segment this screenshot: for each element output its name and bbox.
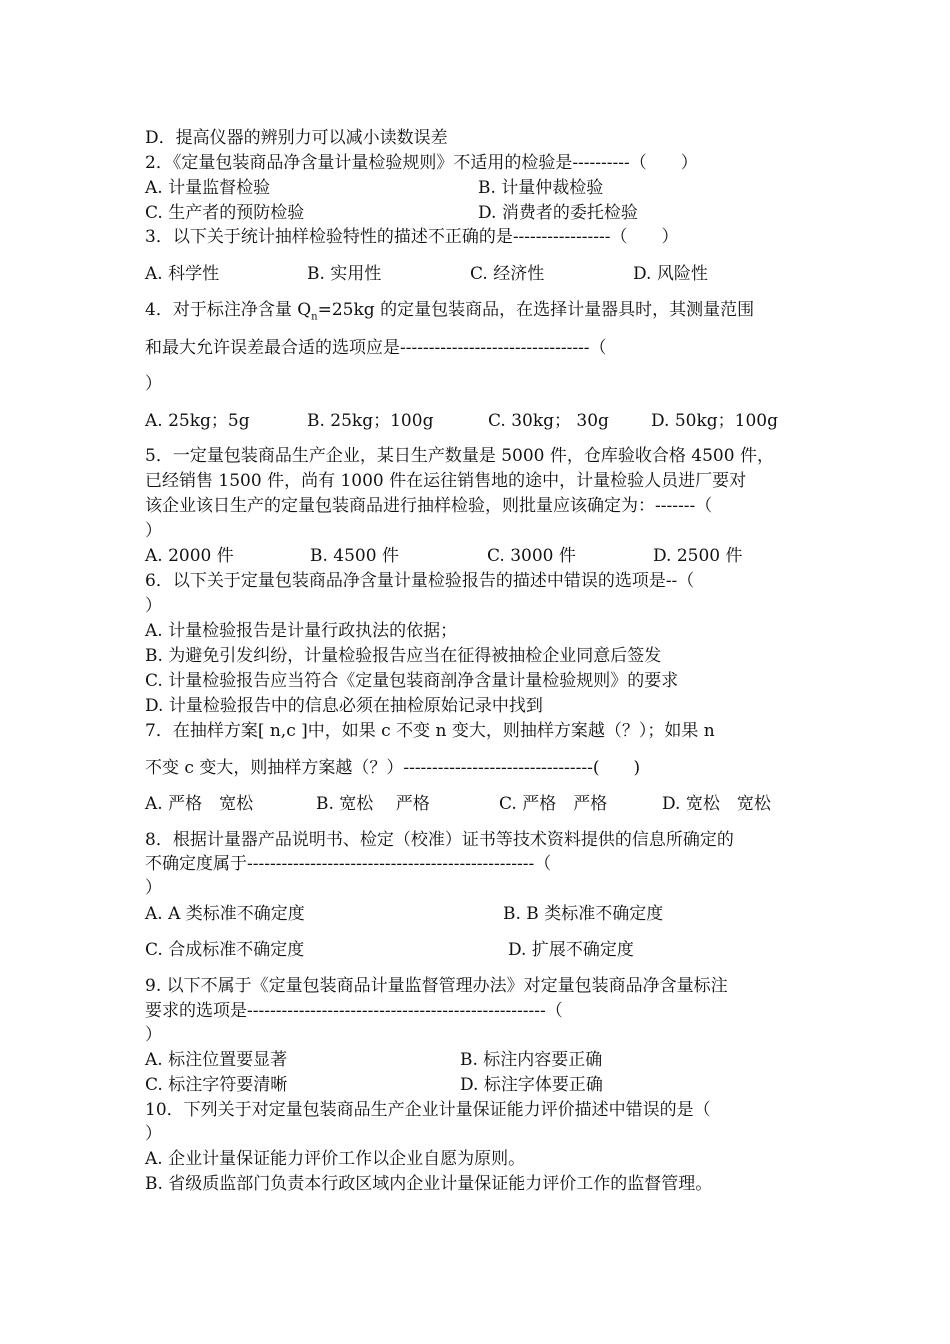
q10-stem-line2: ） bbox=[145, 1124, 162, 1144]
q8-stem-line2: 不确定度属于--------------------------------------------------（ bbox=[145, 854, 552, 874]
q6-stem-line2: ） bbox=[145, 596, 162, 616]
q6-option-c: C. 计量检验报告应当符合《定量包装商剖净含量计量检验规则》的要求 bbox=[145, 671, 679, 691]
q7-stem-line2: 不变 c 变大，则抽样方案越（？）---------------------------------( ) bbox=[145, 758, 641, 778]
q3-stem: 3．以下关于统计抽样检验特性的描述不正确的是-----------------（ ） bbox=[145, 227, 679, 247]
q5-option-d: D. 2500 件 bbox=[653, 546, 743, 566]
q9-option-b: B. 标注内容要正确 bbox=[460, 1050, 603, 1070]
q10-option-a: A. 企业计量保证能力评价工作以企业自愿为原则。 bbox=[145, 1149, 526, 1169]
q2-option-d: D. 消费者的委托检验 bbox=[478, 203, 638, 223]
q2-option-c: C. 生产者的预防检验 bbox=[145, 203, 305, 223]
q2-option-a: A. 计量监督检验 bbox=[145, 178, 271, 198]
q6-option-a: A. 计量检验报告是计量行政执法的依据； bbox=[145, 621, 458, 641]
q10-stem-line1: 10．下列关于对定量包装商品生产企业计量保证能力评价描述中错误的是（ bbox=[145, 1100, 711, 1120]
q8-stem-line3: ） bbox=[145, 878, 162, 898]
q2-option-b: B. 计量仲裁检验 bbox=[478, 178, 604, 198]
q8-option-d: D. 扩展不确定度 bbox=[508, 940, 634, 960]
q5-option-c: C. 3000 件 bbox=[487, 546, 576, 566]
q5-stem-line1: 5．一定量包装商品生产企业，某日生产数量是 5000 件，仓库验收合格 4500 件， bbox=[145, 446, 774, 466]
q4-stem-line1 bbox=[145, 299, 754, 328]
q2-stem: 2．《定量包装商品净含量计量检验规则》不适用的检验是----------（ ） bbox=[145, 153, 698, 173]
q10-option-b: B. 省级质监部门负责本行政区域内企业计量保证能力评价工作的监督管理。 bbox=[145, 1174, 713, 1194]
q4-option-c: C. 30kg； 30g bbox=[488, 411, 609, 431]
q7-option-b: B. 宽松 严格 bbox=[316, 794, 430, 814]
q7-option-c: C. 严格 严格 bbox=[499, 794, 608, 814]
q4-stem-pre: 4．对于标注净含量 Q bbox=[145, 300, 312, 320]
q5-stem-line2: 已经销售 1500 件，尚有 1000 件在运往销售地的途中，计量检验人员进厂要对 bbox=[145, 471, 747, 491]
q3-option-b: B. 实用性 bbox=[307, 264, 382, 284]
q8-option-c: C. 合成标准不确定度 bbox=[145, 940, 305, 960]
q4-stem-post: =25kg 的定量包装商品，在选择计量器具时，其测量范围 bbox=[317, 300, 755, 320]
q9-stem-line1: 9. 以下不属于《定量包装商品计量监督管理办法》对定量包装商品净含量标注 bbox=[145, 976, 728, 996]
q4-stem-line3: ） bbox=[145, 374, 162, 394]
q3-option-d: D. 风险性 bbox=[633, 264, 708, 284]
q9-stem-line2: 要求的选项是----------------------------------------------------（ bbox=[145, 1001, 563, 1021]
q4-stem-line2: 和最大允许误差最合适的选项应是---------------------------------（ bbox=[145, 338, 607, 358]
q5-option-b: B. 4500 件 bbox=[310, 546, 399, 566]
q9-option-a: A. 标注位置要显著 bbox=[145, 1050, 288, 1070]
q7-option-d: D. 宽松 宽松 bbox=[662, 794, 771, 814]
q5-stem-line3: 该企业该日生产的定量包装商品进行抽样检验，则批量应该确定为：-------（ bbox=[145, 496, 713, 516]
q4-option-b: B. 25kg；100g bbox=[307, 411, 434, 431]
q6-option-d: D. 计量检验报告中的信息必须在抽检原始记录中找到 bbox=[145, 696, 543, 716]
q4-option-a: A. 25kg；5g bbox=[145, 411, 250, 431]
q5-option-a: A. 2000 件 bbox=[145, 546, 234, 566]
q7-option-a: A. 严格 宽松 bbox=[145, 794, 254, 814]
q3-option-c: C. 经济性 bbox=[470, 264, 545, 284]
q9-stem-line3: ） bbox=[145, 1025, 162, 1045]
q4-option-d: D. 50kg；100g bbox=[651, 411, 778, 431]
q8-stem-line1: 8．根据计量器产品说明书、检定（校准）证书等技术资料提供的信息所确定的 bbox=[145, 830, 734, 850]
q9-option-d: D. 标注字体要正确 bbox=[460, 1075, 603, 1095]
q6-stem-line1: 6．以下关于定量包装商品净含量计量检验报告的描述中错误的选项是--（ bbox=[145, 571, 695, 591]
q7-stem-line1: 7．在抽样方案[ n,c ]中，如果 c 不变 n 变大，则抽样方案越（？）；如果 n bbox=[145, 721, 715, 741]
q6-option-b: B. 为避免引发纠纷，计量检验报告应当在征得被抽检企业同意后签发 bbox=[145, 646, 662, 666]
q8-option-a: A. A 类标准不确定度 bbox=[145, 904, 305, 924]
q4-stem-sub: n bbox=[311, 311, 318, 323]
q8-option-b: B. B 类标准不确定度 bbox=[503, 904, 664, 924]
q9-option-c: C. 标注字符要清晰 bbox=[145, 1075, 288, 1095]
q1-option-d: D．提高仪器的辨别力可以减小读数误差 bbox=[145, 128, 448, 148]
q5-stem-line4: ） bbox=[145, 521, 162, 541]
q3-option-a: A. 科学性 bbox=[145, 264, 220, 284]
